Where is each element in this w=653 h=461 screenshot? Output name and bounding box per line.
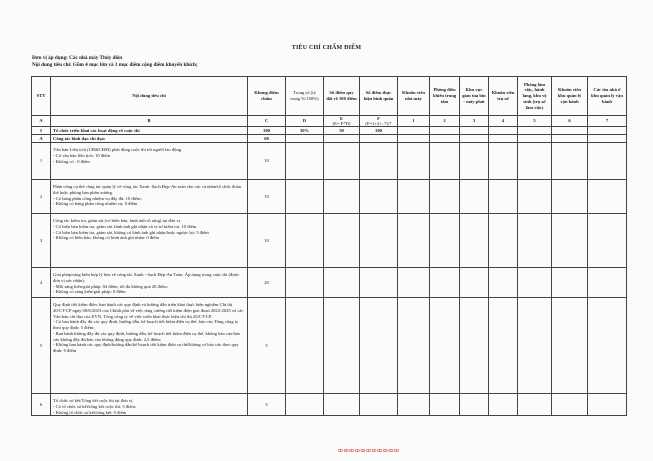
letter-a: A: [32, 116, 51, 127]
criteria-score: 10: [248, 214, 286, 268]
criteria-line: Quy định tiết kiệm điện: ban hành các quy định và hướng dẫn triển khai thực hiện nghiêm Chỉ thị 20/CT-CP ngày 08/6/2023 của Chính phủ về việc tăng cường tiết kiệm điện giai đoạn 2023-2025 và các Văn bản chỉ đạo của EVN, Tổng công ty về việc triển khai thực hiện chỉ thị 20/CT-CP.: [53, 302, 244, 319]
total-row: [32, 127, 627, 135]
col-unit-6: Khuôn viên khu quản lý vận hành: [552, 77, 588, 116]
criteria-desc: [51, 180, 248, 214]
criteria-line: - Có biên bản kiểm tra, giám sát, hình ảnh ghi nhận và vị trí kiểm tra: 10 điểm: [53, 223, 197, 229]
letter-c: C: [248, 116, 286, 127]
criteria-row: [32, 298, 627, 394]
total-actual: 100: [360, 127, 398, 135]
col-content: Nội dung tiêu chí: [51, 77, 248, 116]
criteria-line: - Có biên bản kiểm tra, giám sát, không có hình ảnh ghi nhận/hoặc ngược lại: 5 điểm: [53, 229, 209, 235]
criteria-line: Giải pháp/sáng kiến hợp lý hóa về công tác Xanh - Sạch Đẹp-An Toàn. Áp dụng trong cuộc thi (được đơn vị xác nhận):: [53, 272, 240, 283]
criteria-row: [32, 180, 627, 214]
letter-unit-2: 2: [430, 116, 460, 127]
col-stt: STT: [32, 77, 51, 116]
col-unit-5: Phòng làm việc, hành lang, khu vệ sinh (trụ sở làm việc): [518, 77, 552, 116]
letter-row: [32, 116, 627, 127]
criteria-score: 10: [248, 143, 286, 180]
col-unit-7: Các tòa nhà ở khu quản lý vận hành: [588, 77, 627, 116]
letter-f-formula: (F=1+2+..7)/7: [365, 121, 392, 127]
criteria-desc: [51, 298, 248, 394]
criteria-stt: 3: [32, 214, 51, 268]
criteria-stt: 4: [32, 268, 51, 298]
letter-unit-1: 1: [398, 116, 430, 127]
total-converted: 30: [324, 127, 360, 135]
criteria-line: - Không tổ chức sơ kết/tổng kết: 0 điểm: [53, 409, 127, 415]
letter-e-label: E: [339, 116, 344, 121]
document-title: TIÊU CHÍ CHẤM ĐIỂM: [291, 45, 362, 51]
col-actual: Số điểm thực hiện bình quân: [360, 77, 398, 116]
letter-d: D: [286, 116, 324, 127]
criteria-line: - Có bảng phân công nhiệm vụ đầy đủ: 10 điểm;: [53, 195, 142, 201]
col-converted: Số điểm quy đổi về 100 điểm: [324, 77, 360, 116]
letter-unit-3: 3: [460, 116, 489, 127]
criteria-row: [32, 268, 627, 298]
letter-unit-5: 5: [518, 116, 552, 127]
letter-unit-6: 6: [552, 116, 588, 127]
criteria-score: 20: [248, 268, 286, 298]
criteria-score: 5: [248, 298, 286, 394]
criteria-desc: [51, 214, 248, 268]
criteria-stt: 6: [32, 394, 51, 416]
content-line: Nội dung tiêu chí: Gồm 4 mục lớn và 1 mục điểm cộng điểm khuyến khích;: [32, 62, 198, 68]
criteria-line: - Không có sáng kiến/giải pháp: 0 điểm: [53, 289, 126, 295]
criteria-desc: [51, 268, 248, 298]
criteria-line: - Mỗi sáng kiến/giải pháp: 04 điểm, tối đa không quá 20 điểm;: [53, 283, 168, 289]
criteria-line: - Có tổ chức sơ kết/tổng kết cuộc thi: 5 điểm;: [53, 403, 137, 409]
criteria-line: - Không có biên bản, không có hình ảnh ghi nhận: 0 điểm: [53, 235, 160, 241]
criteria-stt: 1: [32, 143, 51, 180]
letter-f: [360, 116, 398, 127]
total-max-score: 100: [248, 127, 286, 135]
col-unit-4: Khuôn viên trụ sở: [489, 77, 518, 116]
criteria-line: - Không có bảng phân công nhiệm vụ: 0 điểm: [53, 201, 138, 207]
criteria-line: Văn bản Liên tịch (CĐ&CĐM) phát động cuộc thi tới người lao động.: [53, 147, 183, 153]
criteria-line: - Không ban hành các quy định/hướng dẫn/kế hoạch tiết kiệm điện cụ thể/không có báo cáo theo quy định: 0 điểm: [53, 342, 239, 353]
col-unit-1: Khuôn viên nhà máy: [398, 77, 430, 116]
criteria-desc: [51, 143, 248, 180]
criteria-score: 5: [248, 394, 286, 416]
criteria-stt: 2: [32, 180, 51, 214]
letter-unit-7: 7: [588, 116, 627, 127]
section-max-score: 60: [248, 135, 286, 143]
total-weight: 30%: [286, 127, 324, 135]
col-unit-3: Khu vực gian tua bin - máy phát: [460, 77, 489, 116]
total-stt: I: [32, 127, 51, 135]
col-max-score: Khung điểm chấm: [248, 77, 286, 116]
criteria-row: [32, 143, 627, 180]
letter-e: [324, 116, 360, 127]
criteria-line: - Có ban hành đầy đủ các quy định, hướng dẫn, kế hoạch tiết kiệm điện cụ thể, báo cáo Tổng công ty theo quy định: 5 điểm;: [53, 319, 239, 331]
section-stt: A: [32, 135, 51, 143]
table-header-row: [32, 77, 627, 116]
letter-unit-4: 4: [489, 116, 518, 127]
criteria-row: [32, 214, 627, 268]
letter-f-label: F: [377, 116, 380, 121]
criteria-score: 10: [248, 180, 286, 214]
criteria-line: - Không có : 0 điểm: [53, 158, 90, 164]
section-row: [32, 135, 627, 143]
letter-b: B: [51, 116, 248, 127]
criteria-line: Công tác kiểm tra, giám sát (có biên bản, hình ảnh rõ ràng) tại đơn vị.: [53, 218, 182, 224]
criteria-line: Tổ chức sơ kết/Tổng kết cuộc thi tại đơn vị.: [53, 398, 134, 404]
criteria-line: - Có văn bản liên tịch: 10 điểm: [53, 152, 111, 158]
section-label: Công tác lãnh đạo chỉ đạo:: [51, 135, 248, 143]
criteria-table: [31, 76, 627, 416]
red-stamp: ꝏꝏꝏꝏꝏꝏꝏꝏꝏꝏꝏ: [338, 448, 400, 454]
total-label: Tổ chức triển khai các hoạt động về cuộc thi: [51, 127, 248, 135]
criteria-line: Phân công cụ thể công tác quản lý về công tác Xanh -Sạch Đẹp-An toàn cho các cá nhân/tổ chức đoàn thể hoặc phòng ban phân xưởng.: [53, 184, 241, 195]
scope-line: Đơn vị áp dụng: Các nhà máy Thủy điện: [32, 55, 123, 61]
criteria-stt: 5: [32, 298, 51, 394]
criteria-desc: [51, 394, 248, 416]
col-weight: Trọng số (tỷ trọng %/100%): [286, 77, 324, 116]
criteria-row: [32, 394, 627, 416]
criteria-line: - Ban hành không đầy đủ các quy định, hướng dẫn, kế hoạch tiết kiệm điện cụ thể, không báo cáo/báo cáo không đầy đủ/báo cáo không đúng quy định: 2,5 điểm;: [53, 330, 241, 342]
col-unit-2: Phòng điều khiển trung tâm: [430, 77, 460, 116]
letter-e-formula: (E= F*D): [332, 121, 351, 127]
